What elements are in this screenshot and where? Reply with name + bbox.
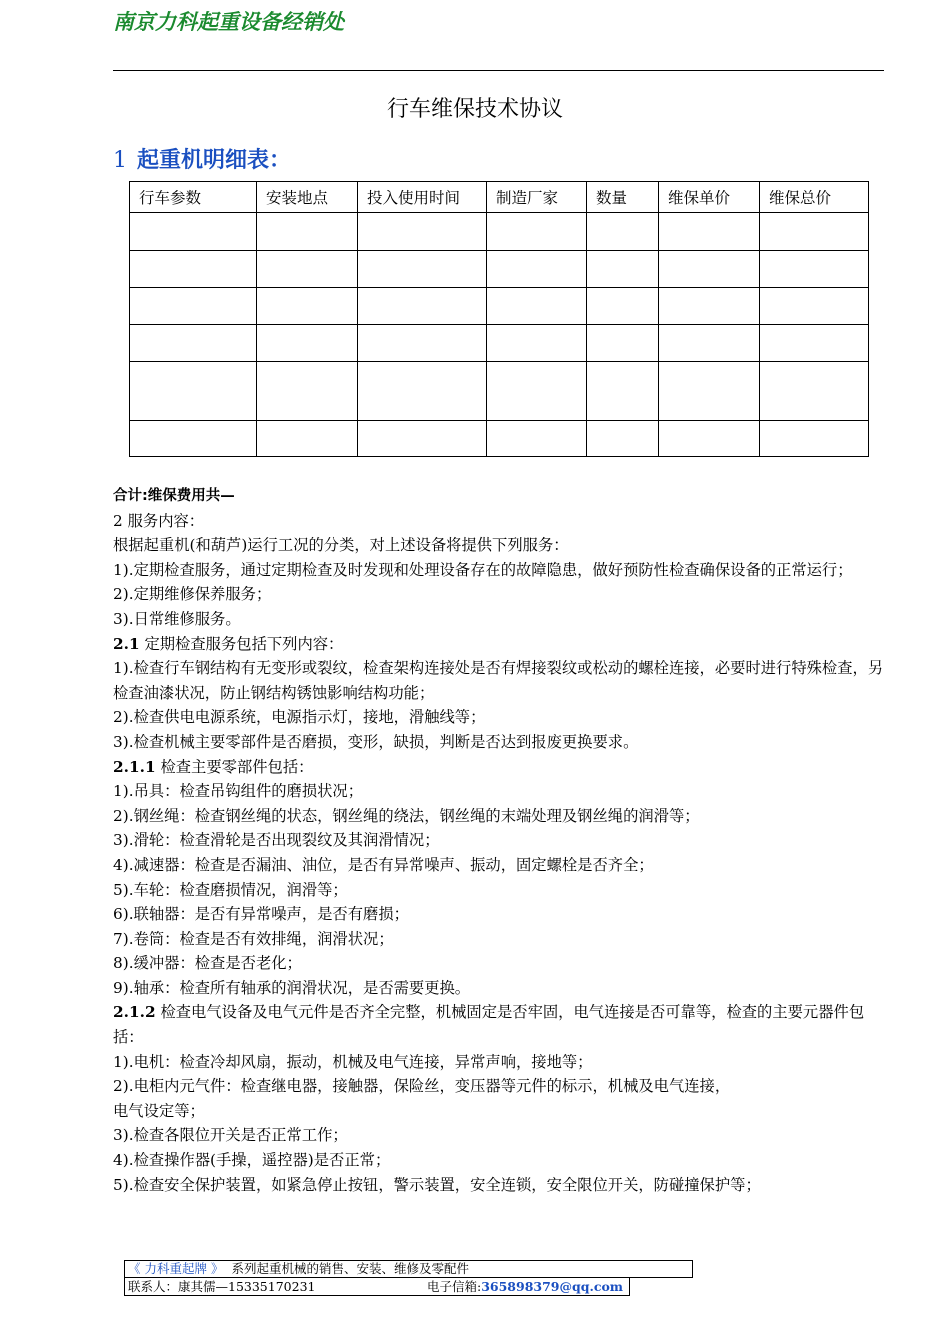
total-fee-line: 合计:维保费用共— <box>113 488 235 504</box>
body-line: 1).检查行车钢结构有无变形或裂纹，检查架构连接处是否有焊接裂纹或松动的螺栓连接，必要时进行特殊检查，另检查油漆状况，防止钢结构锈蚀影响结构功能； <box>113 659 884 702</box>
email-label: 电子信箱: <box>427 1279 482 1294</box>
column-header: 维保单价 <box>659 182 760 213</box>
body-line: 根据起重机(和葫芦)运行工况的分类，对上述设备将提供下列服务： <box>113 536 569 555</box>
body-line: 3).检查各限位开关是否正常工作； <box>113 1126 348 1145</box>
footer-email <box>427 1278 623 1295</box>
subsection-number: 2.1.1 <box>113 757 156 776</box>
body-line: 3).日常维修服务。 <box>113 609 241 628</box>
body-line: 5).检查安全保护装置，如紧急停止按钮，警示装置，安全连锁，安全限位开关，防碰撞保护等； <box>113 1175 761 1194</box>
agreement-body <box>113 484 888 1197</box>
column-header: 维保总价 <box>760 182 869 213</box>
body-line: 1).吊具：检查吊钩组件的磨损状况； <box>113 782 364 801</box>
subsection-number: 2.1 <box>113 634 140 653</box>
subsection-title: 检查主要零部件包括： <box>155 757 314 776</box>
body-line: 6).联轴器：是否有异常噪声，是否有磨损； <box>113 905 409 924</box>
body-line: 5).车轮：检查磨损情况，润滑等； <box>113 880 348 899</box>
subsection-title: 检查电气设备及电气元件是否齐全完整，机械固定是否牢固，电气连接是否可靠等，检查的主要元器件包括： <box>113 1003 865 1047</box>
body-line: 4).减速器：检查是否漏油、油位，是否有异常噪声、振动，固定螺栓是否齐全； <box>113 855 654 874</box>
section-1-heading <box>113 143 291 174</box>
column-header: 行车参数 <box>130 182 257 213</box>
table-row <box>130 362 869 421</box>
body-line: 1).电机：检查冷却风扇，振动，机械及电气连接，异常声响，接地等； <box>113 1052 593 1071</box>
table-row <box>130 288 869 325</box>
footer-contact: 联系人：康其儒—15335170231 <box>128 1279 316 1294</box>
subsection-title: 定期检查服务包括下列内容： <box>139 634 344 653</box>
table-row <box>130 213 869 251</box>
column-header: 制造厂家 <box>487 182 587 213</box>
body-line: 2).钢丝绳：检查钢丝绳的状态，钢丝绳的绕法，钢丝绳的末端处理及钢丝绳的润滑等； <box>113 806 700 825</box>
body-line: 7).卷筒：检查是否有效排绳，润滑状况； <box>113 929 394 948</box>
body-line: 8).缓冲器：检查是否老化； <box>113 954 302 973</box>
body-line: 1).定期检查服务，通过定期检查及时发现和处理设备存在的故障隐患，做好预防性检查确保设备的正常运行； <box>113 560 853 579</box>
company-name: 南京力科起重设备经销处 <box>113 10 344 34</box>
section-number: 1 <box>113 148 127 173</box>
subsection-2-1-heading <box>113 632 888 657</box>
body-line: 电气设定等； <box>113 1101 205 1120</box>
footer-brand-box <box>124 1260 693 1278</box>
body-line: 4).检查操作器(手操，遥控器)是否正常； <box>113 1151 391 1170</box>
email-address: 365898379@qq.com <box>481 1279 624 1294</box>
table-row <box>130 421 869 457</box>
body-line: 2).定期维修保养服务； <box>113 585 272 604</box>
column-header: 投入使用时间 <box>358 182 487 213</box>
crane-detail-table <box>129 181 869 457</box>
column-header: 数量 <box>587 182 659 213</box>
body-line: 2 服务内容： <box>113 511 205 530</box>
body-line: 9).轴承：检查所有轴承的润滑状况，是否需要更换。 <box>113 978 471 997</box>
table-row <box>130 325 869 362</box>
body-line: 2).检查供电电源系统，电源指示灯，接地，滑触线等； <box>113 708 486 727</box>
table-header-row <box>130 182 869 213</box>
column-header: 安装地点 <box>257 182 358 213</box>
subsection-number: 2.1.2 <box>113 1003 156 1022</box>
body-line: 3).滑轮：检查滑轮是否出现裂纹及其润滑情况； <box>113 831 440 850</box>
document-title: 行车维保技术协议 <box>386 97 563 122</box>
subsection-2-1-2-heading <box>113 1000 888 1049</box>
footer-contact-box <box>124 1277 630 1296</box>
subsection-2-1-1-heading <box>113 755 888 780</box>
body-line: 3).检查机械主要零部件是否磨损，变形，缺损，判断是否达到报废更换要求。 <box>113 732 639 751</box>
body-line: 2).电柜内元气件：检查继电器，接触器，保险丝，变压器等元件的标示，机械及电气连接， <box>113 1077 731 1096</box>
header-divider <box>113 70 884 71</box>
footer-brand: 《 力科重起牌 》 <box>128 1261 224 1276</box>
table-row <box>130 251 869 288</box>
section-title: 起重机明细表： <box>137 148 292 173</box>
footer-description: 系列起重机械的销售、安装、维修及零配件 <box>231 1261 469 1276</box>
